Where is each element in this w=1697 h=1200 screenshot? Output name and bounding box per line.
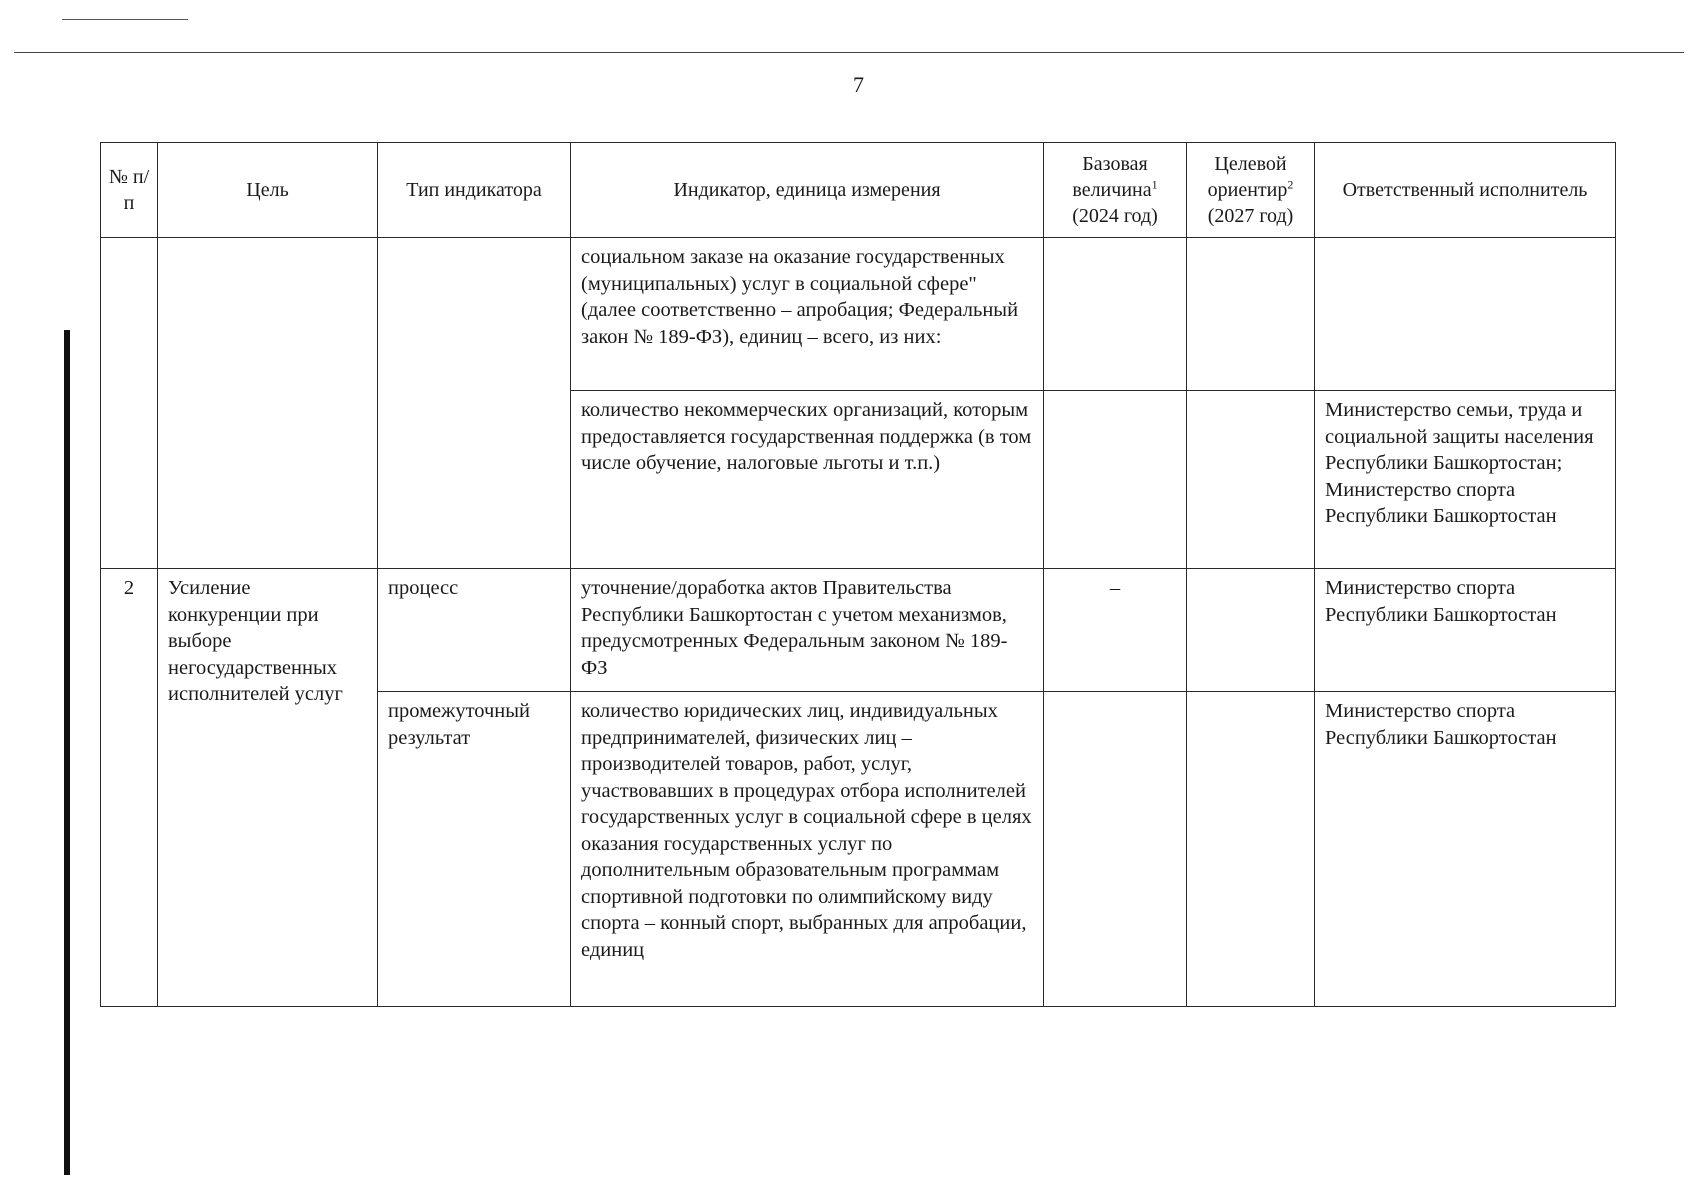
header-target <box>1187 143 1315 238</box>
footnote-2-mark: 2 <box>1287 177 1294 192</box>
table-header-row <box>101 143 1616 238</box>
cell-type <box>378 238 571 569</box>
header-goal: Цель <box>158 143 378 238</box>
header-type: Тип индикатора <box>378 143 571 238</box>
header-base <box>1044 143 1187 238</box>
cell-responsible <box>1315 238 1616 391</box>
cell-goal <box>158 238 378 569</box>
page-number: 7 <box>853 72 864 97</box>
cell-num: 2 <box>101 569 158 1007</box>
cell-indicator: количество юридических лиц, индивидуальных предпринимателей, физических лиц – производителей товаров, работ, услуг, участвовавших в процедурах отбора исполнителей государственных услуг в социальной сфере в целях оказания государственных услуг по дополнительным образовательным программам спортивной подготовки по олимпийскому виду спорта – конный спорт, выбранных для апробации, единиц <box>571 692 1044 1007</box>
header-target-label: Целевой ориентир <box>1207 153 1288 201</box>
cell-responsible: Министерство спорта Республики Башкортостан <box>1315 692 1616 1007</box>
cell-indicator: количество некоммерческих организаций, которым предоставляется государственная поддержка (в том числе обучение, налоговые льготы и т.п.) <box>571 391 1044 569</box>
cell-base: – <box>1044 569 1187 692</box>
table-row <box>101 238 1616 391</box>
cell-base <box>1044 238 1187 391</box>
cell-num <box>101 238 158 569</box>
cell-target <box>1187 692 1315 1007</box>
header-target-year: (2027 год) <box>1207 205 1294 227</box>
table-row <box>101 569 1616 692</box>
scan-line-short <box>62 19 188 20</box>
cell-target <box>1187 569 1315 692</box>
scan-binding-edge <box>64 330 70 1175</box>
cell-responsible: Министерство семьи, труда и социальной защиты населения Республики Башкортостан; Министерство спорта Республики Башкортостан <box>1315 391 1616 569</box>
footnote-1-mark: 1 <box>1151 177 1158 192</box>
header-responsible: Ответственный исполнитель <box>1315 143 1616 238</box>
cell-target <box>1187 391 1315 569</box>
cell-base <box>1044 692 1187 1007</box>
cell-indicator: социальном заказе на оказание государственных (муниципальных) услуг в социальной сфере" (далее соответственно – апробация; Федеральный закон № 189-ФЗ), единиц – всего, из них: <box>571 238 1044 391</box>
cell-indicator: уточнение/доработка актов Правительства Республики Башкортостан с учетом механизмов, предусмотренных Федеральным законом № 189-ФЗ <box>571 569 1044 692</box>
cell-type: процесс <box>378 569 571 692</box>
cell-goal: Усиление конкуренции при выборе негосударственных исполнителей услуг <box>158 569 378 1007</box>
header-base-label: Базовая величина <box>1072 153 1152 201</box>
header-base-year: (2024 год) <box>1072 205 1158 227</box>
cell-type: промежуточный результат <box>378 692 571 1007</box>
cell-target <box>1187 238 1315 391</box>
indicators-table <box>100 142 1616 1007</box>
cell-base <box>1044 391 1187 569</box>
header-num: № п/п <box>101 143 158 238</box>
cell-responsible: Министерство спорта Республики Башкортостан <box>1315 569 1616 692</box>
scan-line-top <box>14 52 1684 53</box>
header-indicator: Индикатор, единица измерения <box>571 143 1044 238</box>
